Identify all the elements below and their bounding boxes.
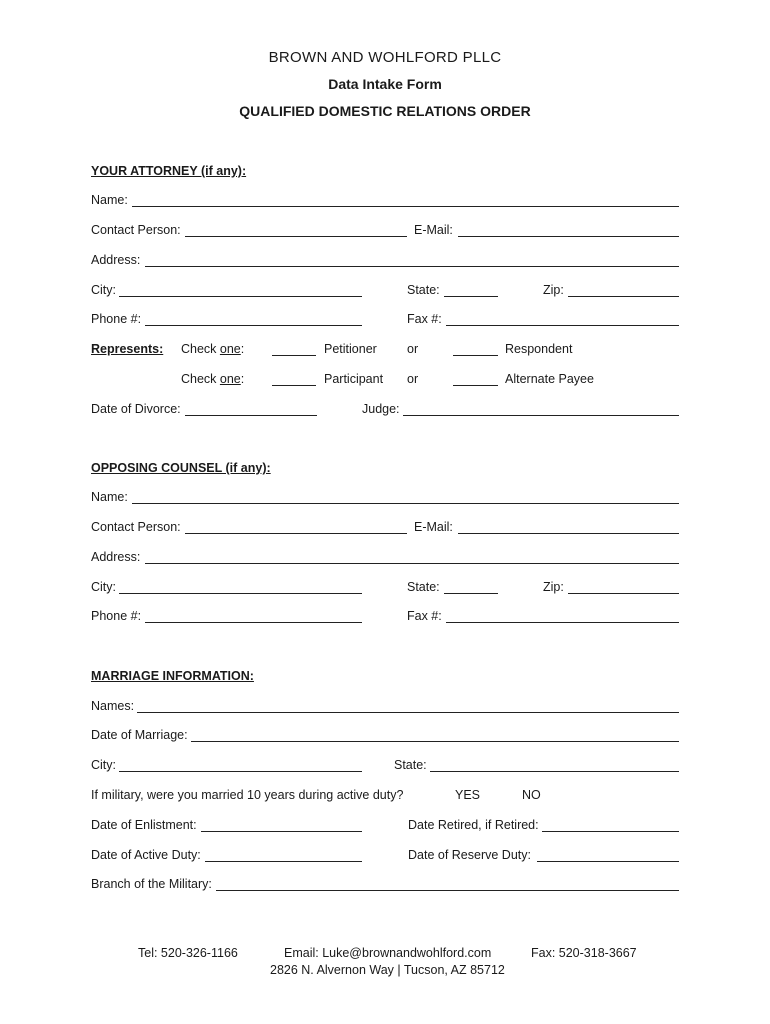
opposing-heading: OPPOSING COUNSEL (if any): bbox=[91, 461, 271, 475]
date-of-enlistment-label: Date of Enlistment: bbox=[91, 818, 197, 832]
attorney-heading: YOUR ATTORNEY (if any): bbox=[91, 164, 247, 178]
marriage-state-field[interactable] bbox=[430, 771, 679, 772]
opposing-address-field[interactable] bbox=[145, 563, 679, 564]
opposing-fax-field[interactable] bbox=[446, 622, 679, 623]
military-question: If military, were you married 10 years during active duty? bbox=[91, 788, 404, 802]
form-subtitle: QUALIFIED DOMESTIC RELATIONS ORDER bbox=[239, 103, 531, 119]
date-of-enlistment-field[interactable] bbox=[201, 831, 362, 832]
military-yes-option[interactable]: YES bbox=[455, 788, 481, 802]
date-of-active-duty-label: Date of Active Duty: bbox=[91, 848, 201, 862]
date-of-active-duty-field[interactable] bbox=[205, 861, 362, 862]
footer-tel: Tel: 520-326-1166 bbox=[138, 946, 238, 960]
represents-label: Represents: bbox=[91, 342, 164, 356]
attorney-address-label: Address: bbox=[91, 253, 141, 267]
opposing-fax-label: Fax #: bbox=[407, 609, 442, 623]
attorney-state-label: State: bbox=[407, 283, 440, 297]
attorney-city-field[interactable] bbox=[119, 296, 362, 297]
attorney-email-field[interactable] bbox=[458, 236, 679, 237]
opposing-state-label: State: bbox=[407, 580, 440, 594]
marriage-names-field[interactable] bbox=[137, 712, 679, 713]
military-no-option[interactable]: NO bbox=[522, 788, 541, 802]
date-of-reserve-duty-label: Date of Reserve Duty: bbox=[408, 848, 531, 862]
attorney-name-field[interactable] bbox=[132, 206, 679, 207]
respondent-check-field[interactable] bbox=[453, 355, 498, 356]
judge-label: Judge: bbox=[362, 402, 400, 416]
marriage-city-field[interactable] bbox=[119, 771, 362, 772]
opposing-city-field[interactable] bbox=[119, 593, 362, 594]
date-of-divorce-label: Date of Divorce: bbox=[91, 402, 181, 416]
opposing-state-field[interactable] bbox=[444, 593, 498, 594]
footer-fax: Fax: 520-318-3667 bbox=[531, 946, 637, 960]
opposing-city-label: City: bbox=[91, 580, 116, 594]
petitioner-check-field[interactable] bbox=[272, 355, 316, 356]
or-label: or bbox=[407, 342, 419, 356]
participant-check-field[interactable] bbox=[272, 385, 316, 386]
participant-label: Participant bbox=[324, 372, 384, 386]
attorney-phone-label: Phone #: bbox=[91, 312, 142, 326]
attorney-email-label: E-Mail: bbox=[414, 223, 453, 237]
opposing-zip-field[interactable] bbox=[568, 593, 679, 594]
form-title: Data Intake Form bbox=[328, 76, 442, 92]
attorney-state-field[interactable] bbox=[444, 296, 498, 297]
opposing-phone-label: Phone #: bbox=[91, 609, 142, 623]
opposing-name-field[interactable] bbox=[132, 503, 679, 504]
opposing-address-label: Address: bbox=[91, 550, 141, 564]
date-retired-field[interactable] bbox=[542, 831, 679, 832]
attorney-fax-field[interactable] bbox=[446, 325, 679, 326]
branch-of-military-label: Branch of the Military: bbox=[91, 877, 212, 891]
attorney-zip-label: Zip: bbox=[543, 283, 564, 297]
firm-name: BROWN AND WOHLFORD PLLC bbox=[268, 49, 502, 66]
opposing-email-field[interactable] bbox=[458, 533, 679, 534]
footer-address: 2826 N. Alvernon Way | Tucson, AZ 85712 bbox=[270, 963, 505, 977]
judge-field[interactable] bbox=[403, 415, 679, 416]
marriage-city-label: City: bbox=[91, 758, 116, 772]
petitioner-label: Petitioner bbox=[324, 342, 377, 356]
opposing-contact-field[interactable] bbox=[185, 533, 407, 534]
check-one-instruction: Check one: bbox=[181, 372, 245, 386]
marriage-state-label: State: bbox=[394, 758, 427, 772]
marriage-heading: MARRIAGE INFORMATION: bbox=[91, 669, 254, 683]
alternate-payee-check-field[interactable] bbox=[453, 385, 498, 386]
date-of-divorce-field[interactable] bbox=[185, 415, 317, 416]
or-label: or bbox=[407, 372, 419, 386]
date-of-reserve-duty-field[interactable] bbox=[537, 861, 679, 862]
attorney-contact-label: Contact Person: bbox=[91, 223, 181, 237]
attorney-contact-field[interactable] bbox=[185, 236, 407, 237]
date-of-marriage-label: Date of Marriage: bbox=[91, 728, 188, 742]
date-retired-label: Date Retired, if Retired: bbox=[408, 818, 539, 832]
attorney-name-label: Name: bbox=[91, 193, 128, 207]
date-of-marriage-field[interactable] bbox=[191, 741, 679, 742]
respondent-label: Respondent bbox=[505, 342, 573, 356]
attorney-address-field[interactable] bbox=[145, 266, 679, 267]
marriage-names-label: Names: bbox=[91, 699, 135, 713]
opposing-zip-label: Zip: bbox=[543, 580, 564, 594]
attorney-city-label: City: bbox=[91, 283, 116, 297]
opposing-phone-field[interactable] bbox=[145, 622, 362, 623]
alternate-payee-label: Alternate Payee bbox=[505, 372, 594, 386]
opposing-email-label: E-Mail: bbox=[414, 520, 453, 534]
attorney-phone-field[interactable] bbox=[145, 325, 362, 326]
opposing-name-label: Name: bbox=[91, 490, 128, 504]
attorney-fax-label: Fax #: bbox=[407, 312, 442, 326]
opposing-contact-label: Contact Person: bbox=[91, 520, 181, 534]
footer-email[interactable]: Email: Luke@brownandwohlford.com bbox=[284, 946, 492, 960]
branch-of-military-field[interactable] bbox=[216, 890, 679, 891]
check-one-instruction: Check one: bbox=[181, 342, 245, 356]
attorney-zip-field[interactable] bbox=[568, 296, 679, 297]
